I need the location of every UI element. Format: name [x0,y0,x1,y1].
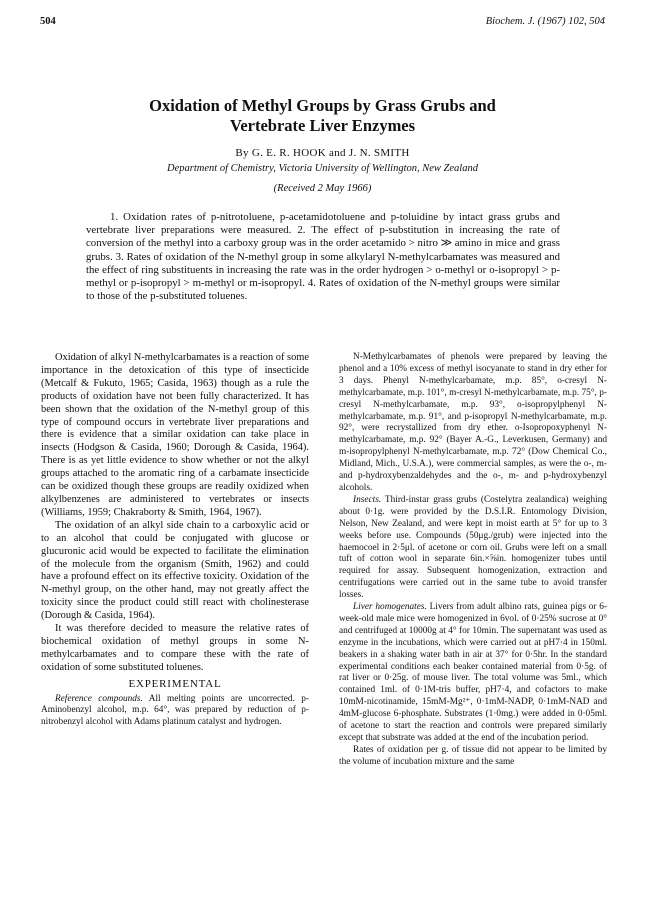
page-number: 504 [40,16,56,27]
liver-homogenates-paragraph [339,602,607,745]
rates-paragraph: Rates of oxidation per g. of tissue did not appear to be limited by the volume of incubation mixture and the same [339,744,607,767]
carbamates-paragraph: N-Methylcarbamates of phenols were prepared by leaving the phenol and a 10% excess of methyl isocyanate to stand in dry ether for 3 days. Phenyl N-methylcarbamate, m.p. 85°, o-cresyl N-methylcarbamate, m.p. 101°, m-cresyl N-methylcarbamate, m.p. 75°, p-cresyl N-methylcarbamate, m.p. 93°, o-isopropylphenyl N-methylcarbamate, m.p. 91°, and p-isopropyl N-methylcarbamate, m.p. 92°, were recrystallized from dry ether. o-Isopropoxyphenyl N-methylcarbamate, m.p. 92° (Bayer A.-G., Leverkusen, Germany) and m-isopropylphenyl N-methylcarbamate, m.p. 72° (Dow Chemical Co., Midland, Mich., U.S.A.), were commercial samples, as were the o-, m- and p-hydroxybenzaldehydes and the o-, m- and p-hydroxybenzyl alcohols. [339,352,607,493]
reference-compounds-paragraph [41,694,309,730]
received-date: (Received 2 May 1966) [273,183,372,194]
abstract: 1. Oxidation rates of p-nitrotoluene, p-acetamidotoluene and p-toluidine by intact grass grubs and vertebrate liver preparations were measured. 2. The effect of p-substitution in increasing the rate of conversion of the methyl into a carboxy group was in the order acetamido > nitro ≫ amino in mice and grass grubs. 3. Rates of oxidation of the N-methyl group in some alkylaryl N-methylcarbamates was measured and the effect of ring substituents in increasing the rate was in the order hydrogen > o-methyl or o-isopropyl > p-methyl or p-isopropyl > m-methyl or m-isopropyl. 4. Rates of oxidation of the N-methyl groups were similar to those of the p-substituted toluenes. [86,211,560,303]
reference-compounds-text: All melting points are uncorrected. p-Aminobenzyl alcohol, m.p. 64°, was prepared by reduction of p-nitrobenzyl alcohol with Adams platinum catalyst and hydrogen. [41,693,309,728]
liver-homogenates-text: Livers from adult albino rats, guinea pigs or 6-week-old male mice were homogenized in 6vol. of 0·25% sucrose at 0° and centrifuged at 10000g at 4° for 10min. The supernatant was used as enzyme in the incubations, which were carried out at pH7·4 in 150ml. beakers in a shaking water bath in air at 37° for 0·5hr. In the standard experimental conditions each beaker contained material from 0·5g. of rat liver or 0·25g. of mouse liver. The total volume was 5ml., which contained 1ml. of 0·1M-tris buffer, pH7·4, and cofactors to make 10mM-nicotinamide, 15mM-Mg²⁺, 0·1mM-NADP, 0·1mM-NAD and 4mM-glucose 6-phosphate. Substrates (1·0mg.) were added in 0·05ml. of acetone to start the reaction and controls were prepared similarly except that substrate was added at the end of the incubation period. [339,602,607,743]
intro-paragraph-2: The oxidation of an alkyl side chain to a carboxylic acid or to an alcohol that could be conjugated with glucose or glucuronic acid would be expected to facilitate the elimination of the molecule from the organism (Smith, 1962) and could have a profound effect on its effective toxicity. Oxidation of the N-methyl group, on the other hand, may not greatly affect the toxicity since the product could still react with cholinesterase (Dorough & Casida, 1964). [41,519,309,622]
right-column [339,352,607,769]
article-title [60,96,585,136]
left-column [41,352,309,729]
authors: By G. E. R. HOOK and J. N. SMITH [235,147,410,159]
intro-paragraph-1: Oxidation of alkyl N-methylcarbamates is a reaction of some importance in the detoxication of this type of insecticide (Metcalf & Fukuto, 1965; Casida, 1963) though as a rule the products of oxidation have not been fully characterized. It has been shown that the oxidation of the N-methyl group of this type of compound occurs in vertebrate liver preparations and there is evidence that a similar oxidation can take place in insects (Hodgson & Casida, 1960; Dorough & Casida, 1964). There is as yet little evidence to show whether or not the alkyl groups attached to the aromatic ring of a carbamate insecticide can be oxidized though these groups are readily oxidized when alkylbenzenes are administered to vertebrates or insects (Williams, 1959; Chakraborty & Smith, 1964, 1967). [41,352,309,518]
section-heading-experimental: EXPERIMENTAL [128,677,222,690]
insects-text: Third-instar grass grubs (Costelytra zealandica) weighing about 0·1g. were provided by the D.S.I.R. Entomology Division, Nelson, New Zealand, and were kept in moist earth at 5° for up to 3 weeks before use. Compounds (50μg./grub) were injected into the haemocoel in 2·5μl. of acetone or corn oil. Grubs were left on a small tuft of cotton wool in separate 6in.×⅝in. homogenizer tubes until required for assay. Subsequent homogenization, extraction and centrifugations were carried out in the same tube to avoid transfer losses. [339,494,607,601]
title-line-2: Vertebrate Liver Enzymes [229,116,416,135]
affiliation: Department of Chemistry, Victoria University of Wellington, New Zealand [167,163,478,174]
liver-homogenates-lead: Liver homogenates. [353,602,427,613]
intro-paragraph-3: It was therefore decided to measure the relative rates of biochemical oxidation of methyl groups in some N-methylcarbamates and to compare these with the rate of oxidation of some substituted toluenes. [41,623,309,673]
insects-paragraph [339,495,607,602]
journal-citation: Biochem. J. (1967) 102, 504 [485,16,605,27]
running-header [40,16,605,30]
title-line-1: Oxidation of Methyl Groups by Grass Grubs and [149,96,496,115]
insects-lead: Insects. [353,494,382,505]
reference-compounds-lead: Reference compounds. [55,693,143,704]
